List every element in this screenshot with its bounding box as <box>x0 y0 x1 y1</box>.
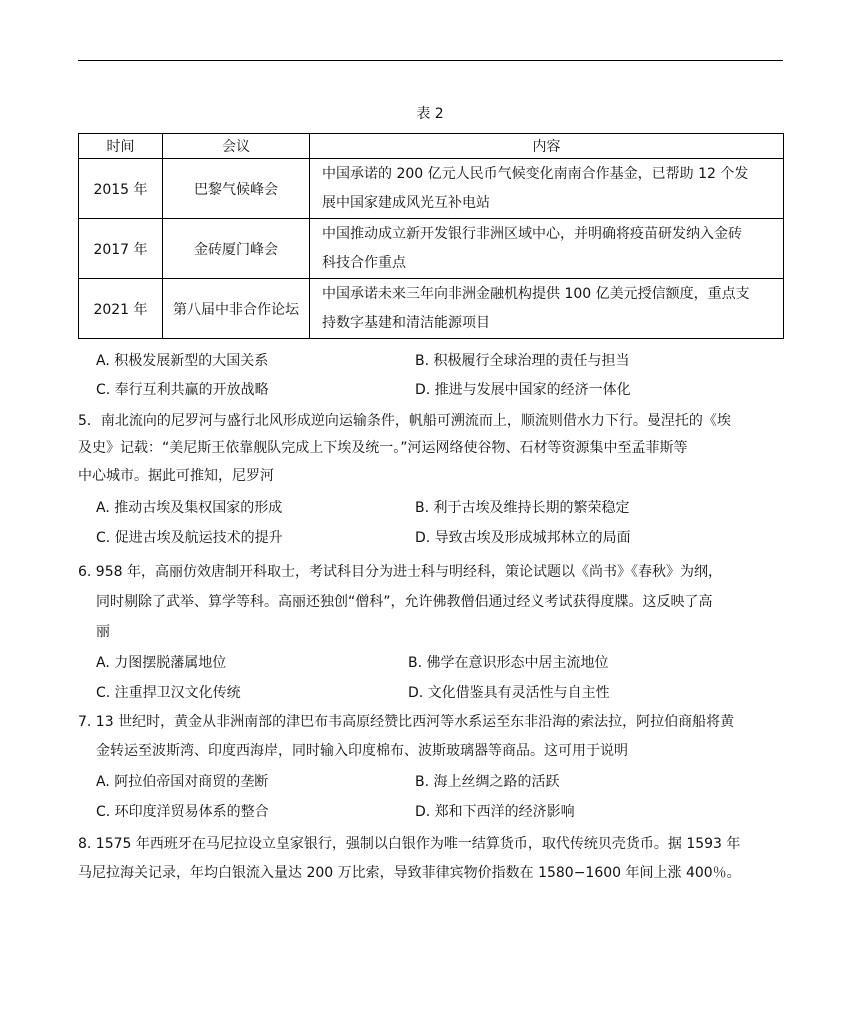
table-header-row <box>79 134 784 159</box>
header-rule <box>78 60 783 61</box>
cell-content-line: 科技合作重点 <box>322 254 406 271</box>
header-meeting: 会议 <box>163 134 310 159</box>
q7-stem-line: 7. 13 世纪时，黄金从非洲南部的津巴布韦高原经赞比西河等水系运至东非沿海的索法拉，阿拉伯商船将黄 <box>78 714 735 730</box>
q5-stem-line: 5．南北流向的尼罗河与盛行北风形成逆向运输条件，帆船可溯流而上，顺流则借水力下行。曼涅托的《埃 <box>78 413 731 429</box>
cell-content-line: 中国推动成立新开发银行非洲区域中心，并明确将疫苗研发纳入金砖 <box>322 225 742 242</box>
q4-option-b: B. 积极履行全球治理的责任与担当 <box>415 353 630 369</box>
cell-year: 2021 年 <box>79 279 163 339</box>
q7-option-c: C. 环印度洋贸易体系的整合 <box>96 804 269 820</box>
q6-option-b: B. 佛学在意识形态中居主流地位 <box>408 655 609 671</box>
q4-option-c: C. 奉行互利共赢的开放战略 <box>96 382 269 398</box>
cell-year: 2017 年 <box>79 219 163 279</box>
cell-content-line: 持数字基建和清洁能源项目 <box>322 314 490 331</box>
q5-option-b: B. 利于古埃及维持长期的繁荣稳定 <box>415 500 630 516</box>
cell-content-line: 展中国家建成风光互补电站 <box>322 194 490 211</box>
cell-meeting: 金砖厦门峰会 <box>163 219 310 279</box>
cell-content-line: 中国承诺的 200 亿元人民币气候变化南南合作基金，已帮助 12 个发 <box>322 165 749 182</box>
q5-stem-line: 中心城市。据此可推知，尼罗河 <box>78 468 274 484</box>
table-row <box>79 159 784 219</box>
q7-option-a: A. 阿拉伯帝国对商贸的垄断 <box>96 774 269 790</box>
q5-option-a: A. 推动古埃及集权国家的形成 <box>96 500 283 516</box>
q6-stem-line: 丽 <box>96 624 110 640</box>
q6-stem-line: 6. 958 年，高丽仿效唐制开科取士，考试科目分为进士科与明经科，策论试题以《尚书》《春秋》为纲， <box>78 564 722 580</box>
q5-option-c: C. 促进古埃及航运技术的提升 <box>96 530 283 546</box>
cell-content <box>310 219 784 279</box>
header-content: 内容 <box>310 134 784 159</box>
cell-content-line: 中国承诺未来三年向非洲金融机构提供 100 亿美元授信额度，重点支 <box>322 285 750 302</box>
q5-option-d: D. 导致古埃及形成城邦林立的局面 <box>415 530 631 546</box>
q6-option-a: A. 力图摆脱藩属地位 <box>96 655 227 671</box>
q8-stem-line: 8. 1575 年西班牙在马尼拉设立皇家银行，强制以白银作为唯一结算货币，取代传统贝壳货币。据 1593 年 <box>78 836 741 852</box>
cell-year: 2015 年 <box>79 159 163 219</box>
cell-meeting: 第八届中非合作论坛 <box>163 279 310 339</box>
q7-option-b: B. 海上丝绸之路的活跃 <box>415 774 560 790</box>
conference-table <box>78 133 784 339</box>
q8-stem-line: 马尼拉海关记录，年均白银流入量达 200 万比索，导致菲律宾物价指数在 1580−1600 年间上涨 400％。 <box>78 865 741 881</box>
q7-stem-line: 金转运至波斯湾、印度西海岸，同时输入印度棉布、波斯玻璃器等商品。这可用于说明 <box>96 743 628 759</box>
table-row <box>79 219 784 279</box>
q6-stem-line: 同时剔除了武举、算学等科。高丽还独创“僧科”，允许佛教僧侣通过经义考试获得度牒。这反映了高 <box>96 594 713 610</box>
q7-option-d: D. 郑和下西洋的经济影响 <box>415 804 575 820</box>
q4-option-a: A. 积极发展新型的大国关系 <box>96 353 269 369</box>
header-time: 时间 <box>79 134 163 159</box>
q5-stem-line: 及史》记载：“美尼斯王依靠舰队完成上下埃及统一。”河运网络使谷物、石材等资源集中至孟菲斯等 <box>78 440 688 456</box>
q6-option-d: D. 文化借鉴具有灵活性与自主性 <box>408 685 610 701</box>
q4-option-d: D. 推进与发展中国家的经济一体化 <box>415 382 631 398</box>
cell-meeting: 巴黎气候峰会 <box>163 159 310 219</box>
table-row <box>79 279 784 339</box>
cell-content <box>310 159 784 219</box>
q6-option-c: C. 注重捍卫汉文化传统 <box>96 685 241 701</box>
table-caption: 表 2 <box>416 106 444 122</box>
cell-content <box>310 279 784 339</box>
